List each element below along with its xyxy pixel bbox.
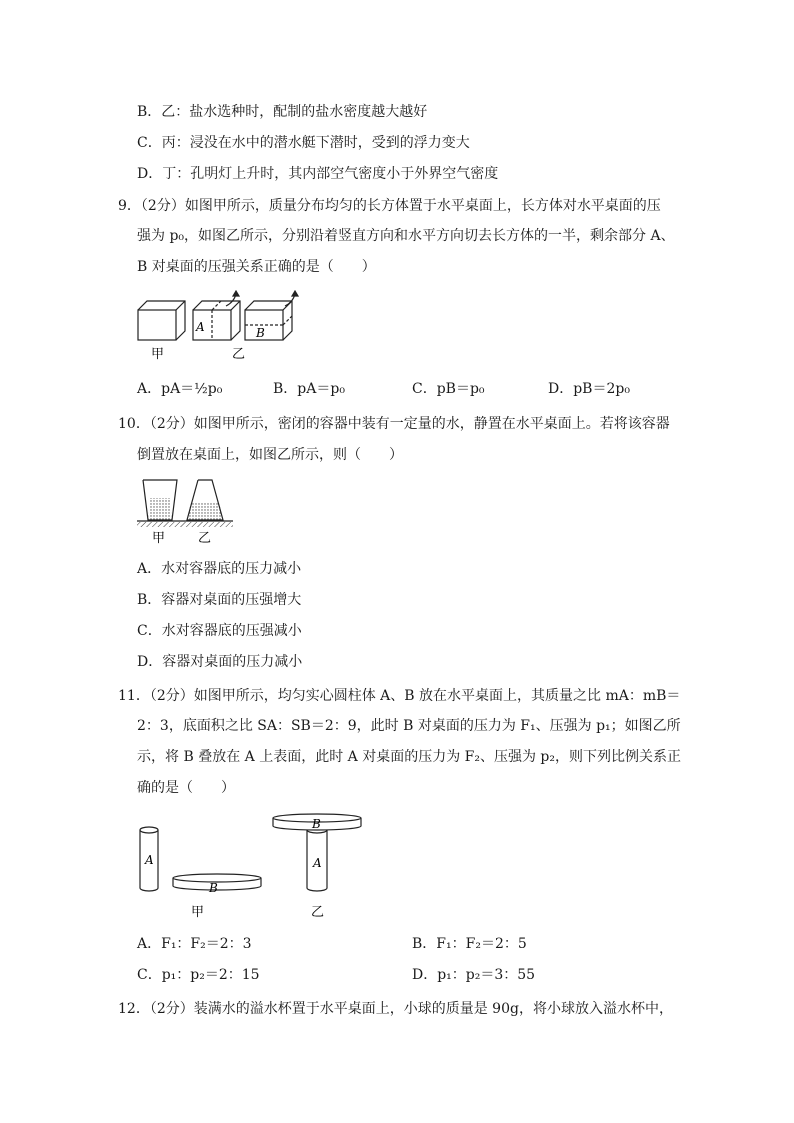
q10-option-c: C．水对容器底的压强减小 [137, 623, 302, 639]
q11-stem-line1: 11．（2分）如图甲所示，均匀实心圆柱体 A、B 放在水平桌面上，其质量之比 mA：mB＝ [118, 688, 681, 704]
q11-label-a-yi: A [313, 856, 322, 870]
q10-option-d: D．容器对桌面的压力减小 [137, 654, 303, 670]
q10-stem-line1: 10．（2分）如图甲所示，密闭的容器中装有一定量的水，静置在水平桌面上。若将该容器 [118, 416, 670, 432]
q11-option-b: B．F₁：F₂＝2：5 [412, 936, 527, 952]
q11-label-yi: 乙 [311, 905, 325, 920]
q9-label-b: B [256, 326, 265, 340]
q9-label-jia: 甲 [151, 347, 165, 362]
q11-label-b-yi: B [312, 817, 321, 831]
q11-label-a-jia: A [145, 853, 154, 867]
q10-stem-line2: 倒置放在桌面上，如图乙所示，则（ ） [137, 447, 403, 463]
q10-figure [135, 476, 235, 546]
q9-label-a: A [196, 320, 205, 334]
q8-option-c: C．丙：浸没在水中的潜水艇下潜时，受到的浮力变大 [137, 135, 470, 151]
q10-option-b: B．容器对桌面的压强增大 [137, 592, 302, 608]
q11-option-c: C．p₁：p₂＝2：15 [137, 967, 260, 983]
q9-label-yi: 乙 [232, 347, 246, 362]
q12-stem-line1: 12．（2分）装满水的溢水杯置于水平桌面上，小球的质量是 90g，将小球放入溢水杯中， [118, 1001, 673, 1017]
q9-stem-line3: B 对桌面的压强关系正确的是（ ） [137, 259, 376, 275]
q9-option-b: B．pA＝p₀ [273, 381, 345, 397]
q8-option-b: B．乙：盐水选种时，配制的盐水密度越大越好 [137, 104, 428, 120]
q10-label-yi: 乙 [198, 531, 212, 546]
q11-option-d: D．p₁：p₂＝3：55 [412, 967, 536, 983]
q10-label-jia: 甲 [152, 531, 166, 546]
q11-figure [135, 810, 365, 925]
q9-option-c: C．pB＝p₀ [412, 381, 485, 397]
q9-stem-line1: 9．（2分）如图甲所示，质量分布均匀的长方体置于水平桌面上，长方体对水平桌面的压 [118, 198, 661, 214]
q10-option-a: A．水对容器底的压力减小 [137, 561, 302, 577]
q11-stem-line2: 2：3，底面积之比 SA：SB＝2：9，此时 B 对桌面的压力为 F₁、压强为 p₁；如图乙所 [137, 718, 681, 734]
q11-label-b-jia: B [209, 881, 218, 895]
q11-stem-line4: 确的是（ ） [137, 780, 235, 796]
q8-option-d: D．丁：孔明灯上升时，其内部空气密度小于外界空气密度 [137, 166, 499, 182]
q11-stem-line3: 示，将 B 叠放在 A 上表面，此时 A 对桌面的压力为 F₂、压强为 p₂，则下列比例关系正 [137, 749, 682, 765]
q9-option-d: D．pB＝2p₀ [548, 381, 630, 397]
q9-figure [135, 290, 310, 362]
q9-stem-line2: 强为 p₀，如图乙所示，分别沿着竖直方向和水平方向切去长方体的一半，剩余部分 A、 [137, 228, 675, 244]
q11-label-jia: 甲 [191, 905, 205, 920]
q9-option-a: A．pA＝½p₀ [137, 381, 223, 397]
q11-option-a: A．F₁：F₂＝2：3 [137, 936, 252, 952]
